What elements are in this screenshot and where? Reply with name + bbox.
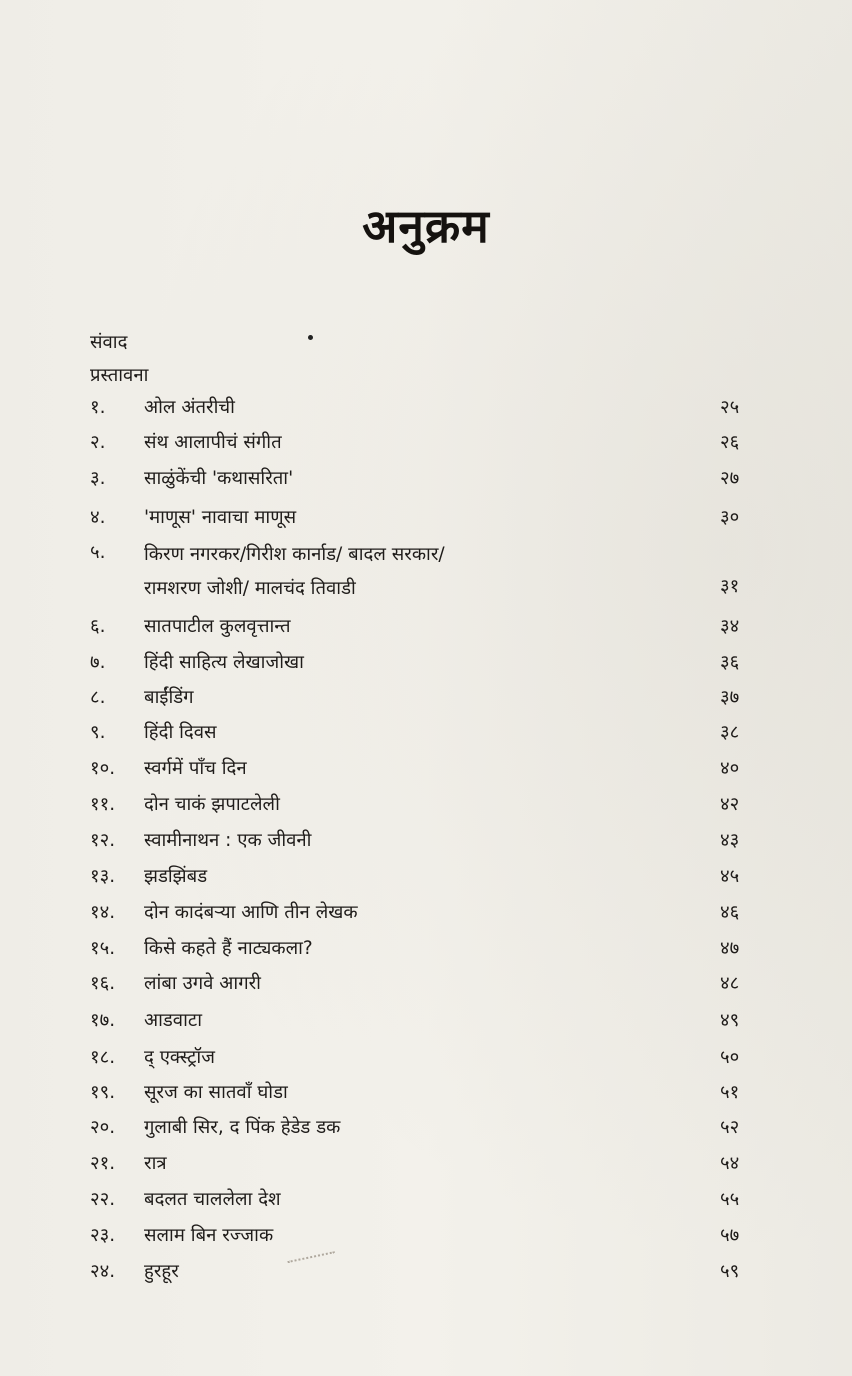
toc-entry-title: 'माणूस' नावाचा माणूस: [144, 507, 297, 528]
toc-entry-page: ५२: [720, 1117, 740, 1138]
toc-entry-number: १.: [90, 397, 106, 418]
toc-entry: [90, 1257, 770, 1287]
toc-entry-title: आडवाटा: [144, 1010, 202, 1031]
toc-entry-page: ३०: [720, 507, 740, 528]
toc-entry-title: स्वामीनाथन : एक जीवनी: [144, 830, 312, 851]
toc-entry-title: सातपाटील कुलवृत्तान्त: [144, 616, 291, 637]
toc-entry: [90, 683, 770, 713]
toc-entry-number: २४.: [90, 1261, 116, 1282]
toc-entry-title: रात्र: [144, 1153, 167, 1174]
toc-entry-page: ४३: [720, 830, 740, 851]
toc-entry-page: ४९: [720, 1010, 740, 1031]
page-title: अनुक्रम: [362, 199, 490, 253]
toc-entry-title: दोन चाकं झपाटलेली: [144, 794, 280, 815]
toc-entry: [90, 1043, 770, 1073]
toc-entry-page: ५९: [720, 1261, 740, 1282]
toc-entry-number: ५.: [90, 542, 106, 563]
toc-entry-title: गुलाबी सिर, द पिंक हेडेड डक: [144, 1117, 341, 1138]
toc-entry-number: १९.: [90, 1082, 116, 1103]
toc-entry: [90, 1221, 770, 1251]
toc-entry-title: बाईंडिंग: [144, 687, 194, 708]
toc-entry: [90, 1113, 770, 1143]
toc-entry-number: ४.: [90, 507, 106, 528]
toc-entry-page: ३६: [720, 652, 740, 673]
toc-entry: [90, 718, 770, 748]
toc-entry: [90, 790, 770, 820]
toc-entry-page: ५१: [720, 1082, 740, 1103]
toc-entry-number: २०.: [90, 1117, 116, 1138]
toc-entry-title: द् एक्स्ट्रॉज: [144, 1047, 215, 1068]
section-prastavana: प्रस्तावना: [90, 365, 149, 386]
toc-entry-title: हिंदी साहित्य लेखाजोखा: [144, 652, 304, 673]
toc-entry-page: ५७: [720, 1225, 740, 1246]
toc-entry: [90, 1006, 770, 1036]
toc-entry: [90, 754, 770, 784]
toc-entry: [90, 1185, 770, 1215]
toc-entry-title: दोन कादंबऱ्या आणि तीन लेखक: [144, 902, 358, 923]
toc-entry: [90, 826, 770, 856]
toc-entry-title: साळुंकेंची 'कथासरिता': [144, 468, 294, 489]
toc-entry-number: १८.: [90, 1047, 116, 1068]
toc-entry-number: ९.: [90, 722, 106, 743]
toc-entry: [90, 898, 770, 928]
toc-entry: [90, 862, 770, 892]
toc-entry-page: ४५: [720, 866, 740, 887]
toc-entry-number: २१.: [90, 1153, 116, 1174]
toc-entry-title: सलाम बिन रज्जाक: [144, 1225, 274, 1246]
toc-entry: [90, 428, 770, 458]
toc-entry-number: १७.: [90, 1010, 116, 1031]
toc-entry: [90, 934, 770, 964]
toc-entry-title: ओल अंतरीची: [144, 397, 235, 418]
toc-entry: [90, 538, 770, 604]
toc-entry-title: लांबा उगवे आगरी: [144, 973, 261, 994]
toc-entry-page: २५: [720, 397, 740, 418]
toc-entry: [90, 464, 770, 494]
ink-dot: [308, 335, 313, 340]
toc-entry: [90, 1149, 770, 1179]
toc-entry-page: ४८: [720, 973, 740, 994]
toc-entry-page: २६: [720, 432, 740, 453]
toc-entry-title: सूरज का सातवाँ घोडा: [144, 1082, 288, 1103]
toc-entry-page: ३७: [720, 687, 740, 708]
toc-entry-number: ३.: [90, 468, 106, 489]
toc-entry-title: संथ आलापीचं संगीत: [144, 432, 282, 453]
toc-entry-title: किसे कहते हैं नाट्यकला?: [144, 938, 313, 959]
toc-entry-title: हिंदी दिवस: [144, 722, 217, 743]
toc-entry-title: स्वर्गमें पाँच दिन: [144, 758, 247, 779]
toc-entry-page: ४०: [720, 758, 740, 779]
toc-entry-number: १०.: [90, 758, 116, 779]
toc-entry: [90, 503, 770, 533]
toc-entry-page: ४२: [720, 794, 740, 815]
toc-entry-title: हुरहूर: [144, 1261, 179, 1282]
toc-entry-page: ३१: [720, 576, 740, 597]
toc-entry-page: ४७: [720, 938, 740, 959]
toc-entry-page: ३४: [720, 616, 740, 637]
toc-entry: [90, 969, 770, 999]
toc-entry-number: २.: [90, 432, 106, 453]
toc-entry-title-line2: रामशरण जोशी/ मालचंद तिवाडी: [144, 578, 356, 599]
toc-entry-number: १२.: [90, 830, 116, 851]
toc-entry-number: ८.: [90, 687, 106, 708]
toc-entry-number: १३.: [90, 866, 116, 887]
toc-entry-number: ६.: [90, 616, 106, 637]
toc-entry-page: ४६: [720, 902, 740, 923]
toc-entry-number: ११.: [90, 794, 116, 815]
toc-entry: [90, 648, 770, 678]
toc-entry: [90, 393, 770, 423]
toc-entry-number: २२.: [90, 1189, 116, 1210]
toc-entry-title-line1: किरण नगरकर/गिरीश कार्नाड/ बादल सरकार/: [144, 544, 445, 565]
toc-entry-number: ७.: [90, 652, 106, 673]
toc-entry-title: बदलत चाललेला देश: [144, 1189, 281, 1210]
toc-entry: [90, 612, 770, 642]
toc-entry-number: १६.: [90, 973, 116, 994]
toc-entry-number: १४.: [90, 902, 116, 923]
toc-entry-number: १५.: [90, 938, 116, 959]
toc-entry-title: [144, 538, 445, 606]
toc-entry-page: ५४: [720, 1153, 740, 1174]
toc-entry-page: ३८: [720, 722, 740, 743]
toc-entry-page: ५०: [720, 1047, 740, 1068]
toc-entry-number: २३.: [90, 1225, 116, 1246]
section-samvad: संवाद: [90, 332, 128, 353]
toc-entry: [90, 1078, 770, 1108]
toc-entry-page: ५५: [720, 1189, 740, 1210]
toc-entry-page: २७: [720, 468, 740, 489]
toc-entry-title: झडझिंबड: [144, 866, 208, 887]
